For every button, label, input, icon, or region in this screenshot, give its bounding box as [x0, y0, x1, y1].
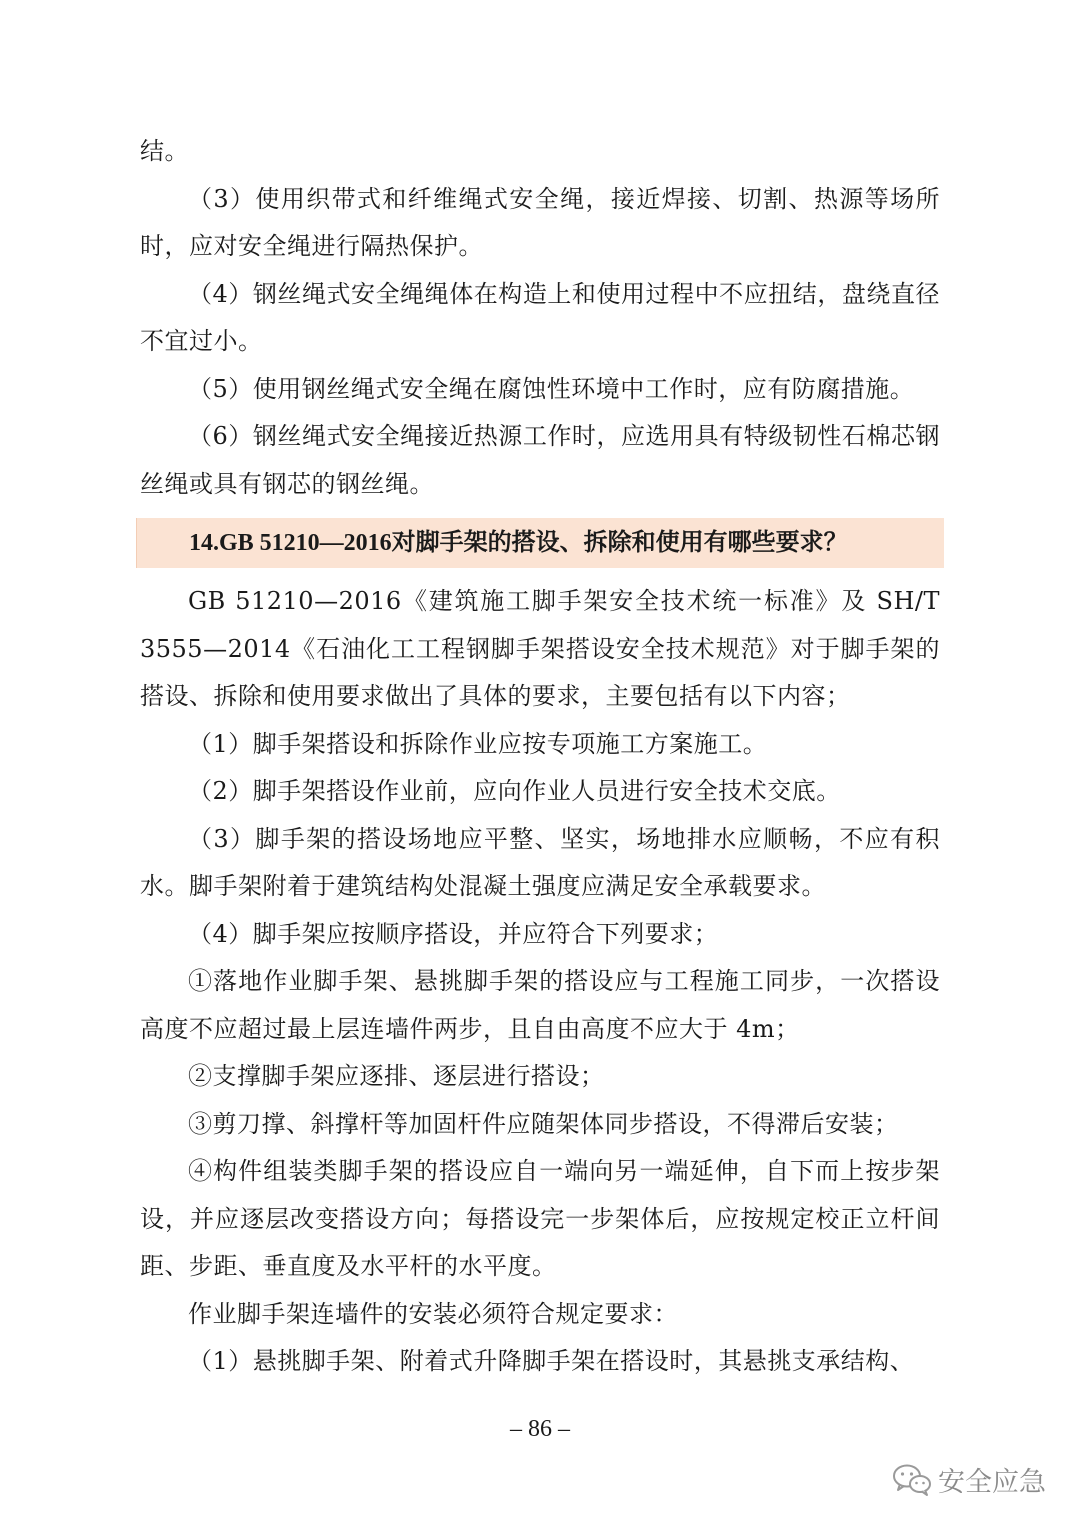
paragraphs-before [140, 128, 940, 508]
paragraph: GB 51210—2016《建筑施工脚手架安全技术统一标准》及 SH/T 3555—2014《石油化工工程钢脚手架搭设安全技术规范》对于脚手架的搭设、拆除和使用要求做出了具体的要求，主要包括有以下内容； [140, 587, 940, 710]
section-heading: 14.GB 51210—2016对脚手架的搭设、拆除和使用有哪些要求？ [189, 530, 848, 556]
paragraph: （4）钢丝绳式安全绳绳体在构造上和使用过程中不应扭结，盘绕直径不宜过小。 [140, 279, 940, 355]
watermark-text: 安全应急 [938, 1467, 1046, 1498]
paragraph: （6）钢丝绳式安全绳接近热源工作时，应选用具有特级韧性石棉芯钢丝绳或具有钢芯的钢丝绳。 [140, 422, 940, 498]
paragraph: （5）使用钢丝绳式安全绳在腐蚀性环境中工作时，应有防腐措施。 [188, 374, 915, 403]
page-number: – 86 – [510, 1416, 570, 1442]
section-heading-box [136, 518, 944, 568]
watermark [892, 1460, 1046, 1499]
paragraph: ②支撑脚手架应逐排、逐层进行搭设； [188, 1062, 605, 1090]
paragraph: （3）使用织带式和纤维绳式安全绳，接近焊接、切割、热源等场所时，应对安全绳进行隔热保护。 [140, 184, 940, 260]
paragraph: （2）脚手架搭设作业前，应向作业人员进行安全技术交底。 [188, 777, 841, 805]
paragraph: ①落地作业脚手架、悬挑脚手架的搭设应与工程施工同步，一次搭设高度不应超过最上层连墙件两步，且自由高度不应大于 4m； [140, 967, 940, 1043]
page-content [140, 128, 940, 1386]
paragraph: 作业脚手架连墙件的安装必须符合规定要求： [188, 1299, 678, 1328]
wechat-icon [892, 1463, 932, 1497]
paragraph: （3）脚手架的搭设场地应平整、坚实，场地排水应顺畅，不应有积水。脚手架附着于建筑结构处混凝土强度应满足安全承载要求。 [140, 824, 940, 900]
paragraph: ④构件组装类脚手架的搭设应自一端向另一端延伸，自下而上按步架设，并应逐层改变搭设方向；每搭设完一步架体后，应按规定校正立杆间距、步距、垂直度及水平杆的水平度。 [140, 1157, 940, 1280]
paragraphs-after [140, 578, 940, 1386]
paragraph: 结。 [140, 137, 189, 165]
paragraph: （1）脚手架搭设和拆除作业应按专项施工方案施工。 [188, 729, 768, 758]
paragraph: ③剪刀撑、斜撑杆等加固杆件应随架体同步搭设，不得滞后安装； [188, 1109, 899, 1138]
paragraph: （1）悬挑脚手架、附着式升降脚手架在搭设时，其悬挑支承结构、 [188, 1347, 915, 1375]
paragraph: （4）脚手架应按顺序搭设，并应符合下列要求； [188, 919, 719, 948]
